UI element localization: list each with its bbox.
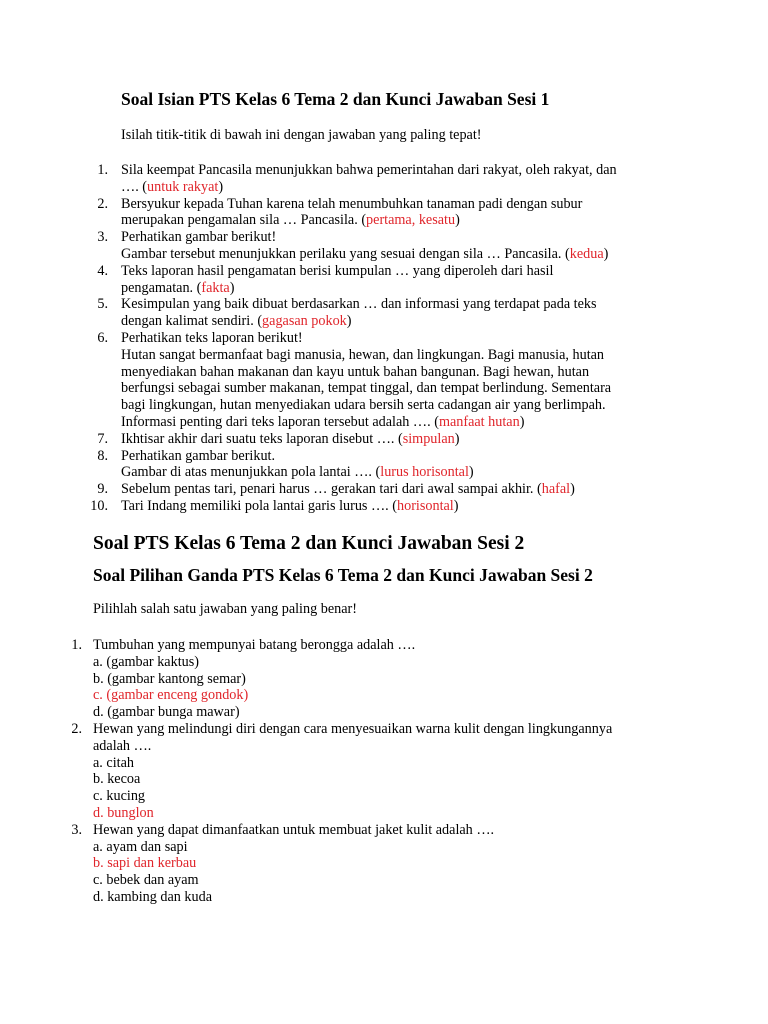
question-text: Gambar tersebut menunjukkan perilaku yang sesuai dengan sila … Pancasila. (	[121, 245, 570, 262]
answer-key: horisontal	[397, 497, 454, 514]
closing-paren: )	[218, 178, 224, 195]
question-text: pengamatan. (	[121, 279, 202, 296]
answer-option: a. citah	[93, 754, 134, 771]
question-final-line	[121, 179, 681, 196]
answer-option: a. (gambar kaktus)	[93, 653, 199, 670]
question-item	[0, 296, 681, 330]
section2-instruction: Pilihlah salah satu jawaban yang paling benar!	[93, 601, 357, 617]
question-text-line: Kesimpulan yang baik dibuat berdasarkan … dan informasi yang terdapat pada teks	[121, 296, 597, 313]
correct-option: d. bunglon	[93, 804, 154, 821]
question-number: 1.	[97, 162, 108, 178]
answer-option: d. kambing dan kuda	[93, 888, 212, 905]
mc-question-item	[0, 721, 673, 822]
section2-subtitle: Soal Pilihan Ganda PTS Kelas 6 Tema 2 dan Kunci Jawaban Sesi 2	[93, 565, 593, 585]
closing-paren: )	[453, 497, 459, 514]
question-text: Tari Indang memiliki pola lantai garis lurus …. (	[121, 497, 397, 514]
answer-key: simpulan	[402, 430, 455, 447]
closing-paren: )	[346, 313, 352, 330]
multiple-choice-question-list	[0, 637, 768, 906]
question-text: merupakan pengamalan sila … Pancasila. (	[121, 212, 367, 229]
question-number: 1.	[71, 637, 82, 653]
question-text: dengan kalimat sendiri. (	[121, 313, 263, 330]
question-item	[0, 196, 681, 230]
question-final-line	[121, 481, 681, 498]
answer-key: pertama, kesatu	[366, 212, 456, 229]
question-item	[0, 229, 681, 263]
question-final-line	[121, 246, 681, 263]
closing-paren: )	[454, 430, 460, 447]
question-number: 8.	[97, 447, 108, 464]
question-item	[0, 330, 681, 431]
question-text: Sebelum pentas tari, penari harus … gerakan tari dari awal sampai akhir. (	[121, 481, 542, 498]
question-text-line: Tumbuhan yang mempunyai batang berongga adalah ….	[93, 637, 416, 653]
answer-key: lurus horisontal	[380, 464, 469, 481]
section2-title: Soal PTS Kelas 6 Tema 2 dan Kunci Jawaban Sesi 2	[93, 533, 525, 554]
question-final-line	[121, 498, 681, 515]
question-item	[0, 162, 681, 196]
question-text: Ikhtisar akhir dari suatu teks laporan disebut …. (	[121, 430, 403, 447]
answer-option: d. (gambar bunga mawar)	[93, 704, 240, 721]
question-final-line	[121, 212, 681, 229]
answer-key: kedua	[569, 245, 604, 262]
question-number: 4.	[97, 262, 108, 279]
question-number: 2.	[71, 720, 82, 737]
fill-in-question-list	[0, 162, 768, 515]
question-text-line: adalah ….	[93, 737, 152, 754]
question-number: 7.	[97, 430, 108, 447]
question-text-line: Perhatikan teks laporan berikut!	[121, 329, 303, 346]
question-number: 9.	[97, 481, 108, 498]
answer-key: untuk rakyat	[147, 178, 219, 195]
closing-paren: )	[455, 212, 460, 229]
question-item	[0, 481, 681, 498]
question-text-line: Hewan yang dapat dimanfaatkan untuk membuat jaket kulit adalah ….	[93, 821, 495, 838]
question-number: 2.	[97, 195, 108, 212]
answer-key: manfaat hutan	[438, 413, 520, 430]
question-text-line: Sila keempat Pancasila menunjukkan bahwa pemerintahan dari rakyat, oleh rakyat, dan	[121, 162, 617, 178]
answer-option: c. kucing	[93, 788, 146, 805]
answer-option: b. (gambar kantong semar)	[93, 670, 246, 687]
question-text-line: Perhatikan gambar berikut!	[121, 229, 277, 246]
question-text-line: menyediakan bahan makanan dan kayu untuk bahan bangunan. Bagi hewan, hutan	[121, 363, 590, 380]
closing-paren: )	[229, 279, 235, 296]
answer-key: gagasan pokok	[262, 313, 347, 330]
question-item	[0, 498, 681, 515]
question-text-line: Hutan sangat bermanfaat bagi manusia, hewan, dan lingkungan. Bagi manusia, hutan	[121, 346, 605, 363]
answer-key: hafal	[541, 481, 571, 498]
question-number: 6.	[97, 329, 108, 346]
answer-option: a. ayam dan sapi	[93, 838, 188, 855]
closing-paren: )	[519, 413, 525, 430]
answer-key: fakta	[201, 279, 230, 296]
question-number: 10.	[90, 497, 108, 514]
question-item	[0, 448, 681, 482]
question-text: Gambar di atas menunjukkan pola lantai …. (	[121, 464, 381, 481]
answer-option: b. kecoa	[93, 771, 141, 788]
question-final-line	[121, 313, 681, 330]
question-final-line	[121, 414, 681, 431]
answer-option: c. bebek dan ayam	[93, 872, 199, 889]
section1-title: Soal Isian PTS Kelas 6 Tema 2 dan Kunci Jawaban Sesi 1	[121, 89, 550, 109]
mc-question-item	[0, 637, 673, 721]
closing-paren: )	[603, 245, 609, 262]
question-number: 3.	[71, 821, 82, 838]
correct-option: b. sapi dan kerbau	[93, 855, 197, 872]
question-item	[0, 263, 681, 297]
question-text-line: Teks laporan hasil pengamatan berisi kumpulan … yang diperoleh dari hasil	[121, 262, 554, 279]
question-final-line	[121, 464, 681, 481]
closing-paren: )	[570, 481, 575, 498]
question-number: 5.	[97, 296, 108, 313]
question-final-line	[121, 431, 681, 448]
correct-option: c. (gambar enceng gondok)	[93, 687, 249, 704]
mc-question-item	[0, 822, 673, 906]
question-text-line: Hewan yang melindungi diri dengan cara menyesuaikan warna kulit dengan lingkungannya	[93, 720, 613, 737]
question-item	[0, 431, 681, 448]
question-number: 3.	[97, 229, 108, 246]
question-text: …. (	[121, 178, 148, 195]
question-text-line: Bersyukur kepada Tuhan karena telah menumbuhkan tanaman padi dengan subur	[121, 195, 583, 212]
question-text-line: bagi lingkungan, hutan menyediakan udara bersih serta cadangan air yang berlimpah.	[121, 397, 606, 414]
section1-instruction: Isilah titik-titik di bawah ini dengan jawaban yang paling tepat!	[121, 127, 482, 143]
question-final-line	[121, 280, 681, 297]
question-text-line: berfungsi sebagai sumber makanan, tempat tinggal, dan tempat berlindung. Sementara	[121, 380, 612, 397]
question-text-line: Perhatikan gambar berikut.	[121, 447, 276, 464]
question-text: Informasi penting dari teks laporan tersebut adalah …. (	[121, 413, 439, 430]
closing-paren: )	[468, 464, 474, 481]
